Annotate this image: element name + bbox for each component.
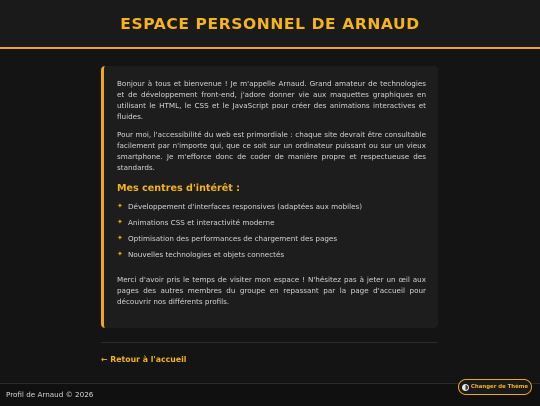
interest-label: Animations CSS et interactivité moderne: [128, 218, 275, 227]
star-bullet-icon: ✦: [117, 250, 123, 258]
theme-toggle-button[interactable]: [458, 379, 532, 395]
interests-heading: Mes centres d'intérêt :: [117, 183, 241, 194]
footer-copyright: Profil de Arnaud © 2026: [6, 390, 94, 399]
star-bullet-icon: ✦: [117, 234, 123, 242]
list-item: [117, 233, 426, 249]
profile-card: [101, 66, 438, 328]
interest-label: Nouvelles technologies et objets connectés: [128, 250, 285, 259]
page-title: ESPACE PERSONNEL DE ARNAUD: [120, 14, 420, 33]
back-to-home-link[interactable]: ← Retour à l'accueil: [101, 355, 187, 364]
intro-paragraph: Bonjour à tous et bienvenue ! Je m'appelle Arnaud. Grand amateur de technologies et de développement front-end, j'adore donner vie aux maquettes graphiques en utilisant le HTML, le CSS et le JavaScript pour créer des animations interactives et fluides.: [117, 79, 426, 121]
divider: [101, 342, 438, 343]
list-item: [117, 217, 426, 233]
star-bullet-icon: ✦: [117, 202, 123, 210]
half-moon-icon: [462, 384, 469, 391]
list-item: [117, 249, 426, 265]
list-item: [117, 201, 426, 217]
interest-label: Développement d'interfaces responsives (adaptées aux mobiles): [128, 202, 363, 211]
accessibility-paragraph: Pour moi, l'accessibilité du web est primordiale : chaque site devrait être consultable facilement par n'importe qui, que ce soit sur un ordinateur puissant ou sur un vieux smartphone. Je m'efforce donc de coder de manière propre et respectueuse des standards.: [117, 130, 426, 172]
star-bullet-icon: ✦: [117, 218, 123, 226]
interests-list: [117, 201, 426, 265]
theme-toggle-label: Changer de Thème: [470, 384, 529, 390]
interest-label: Optimisation des performances de chargement des pages: [128, 234, 338, 243]
closing-paragraph: Merci d'avoir pris le temps de visiter mon espace ! N'hésitez pas à jeter un œil aux pages des autres membres du groupe en repassant par la page d'accueil pour découvrir nos différents profils.: [117, 275, 426, 306]
page-header: [0, 0, 540, 49]
